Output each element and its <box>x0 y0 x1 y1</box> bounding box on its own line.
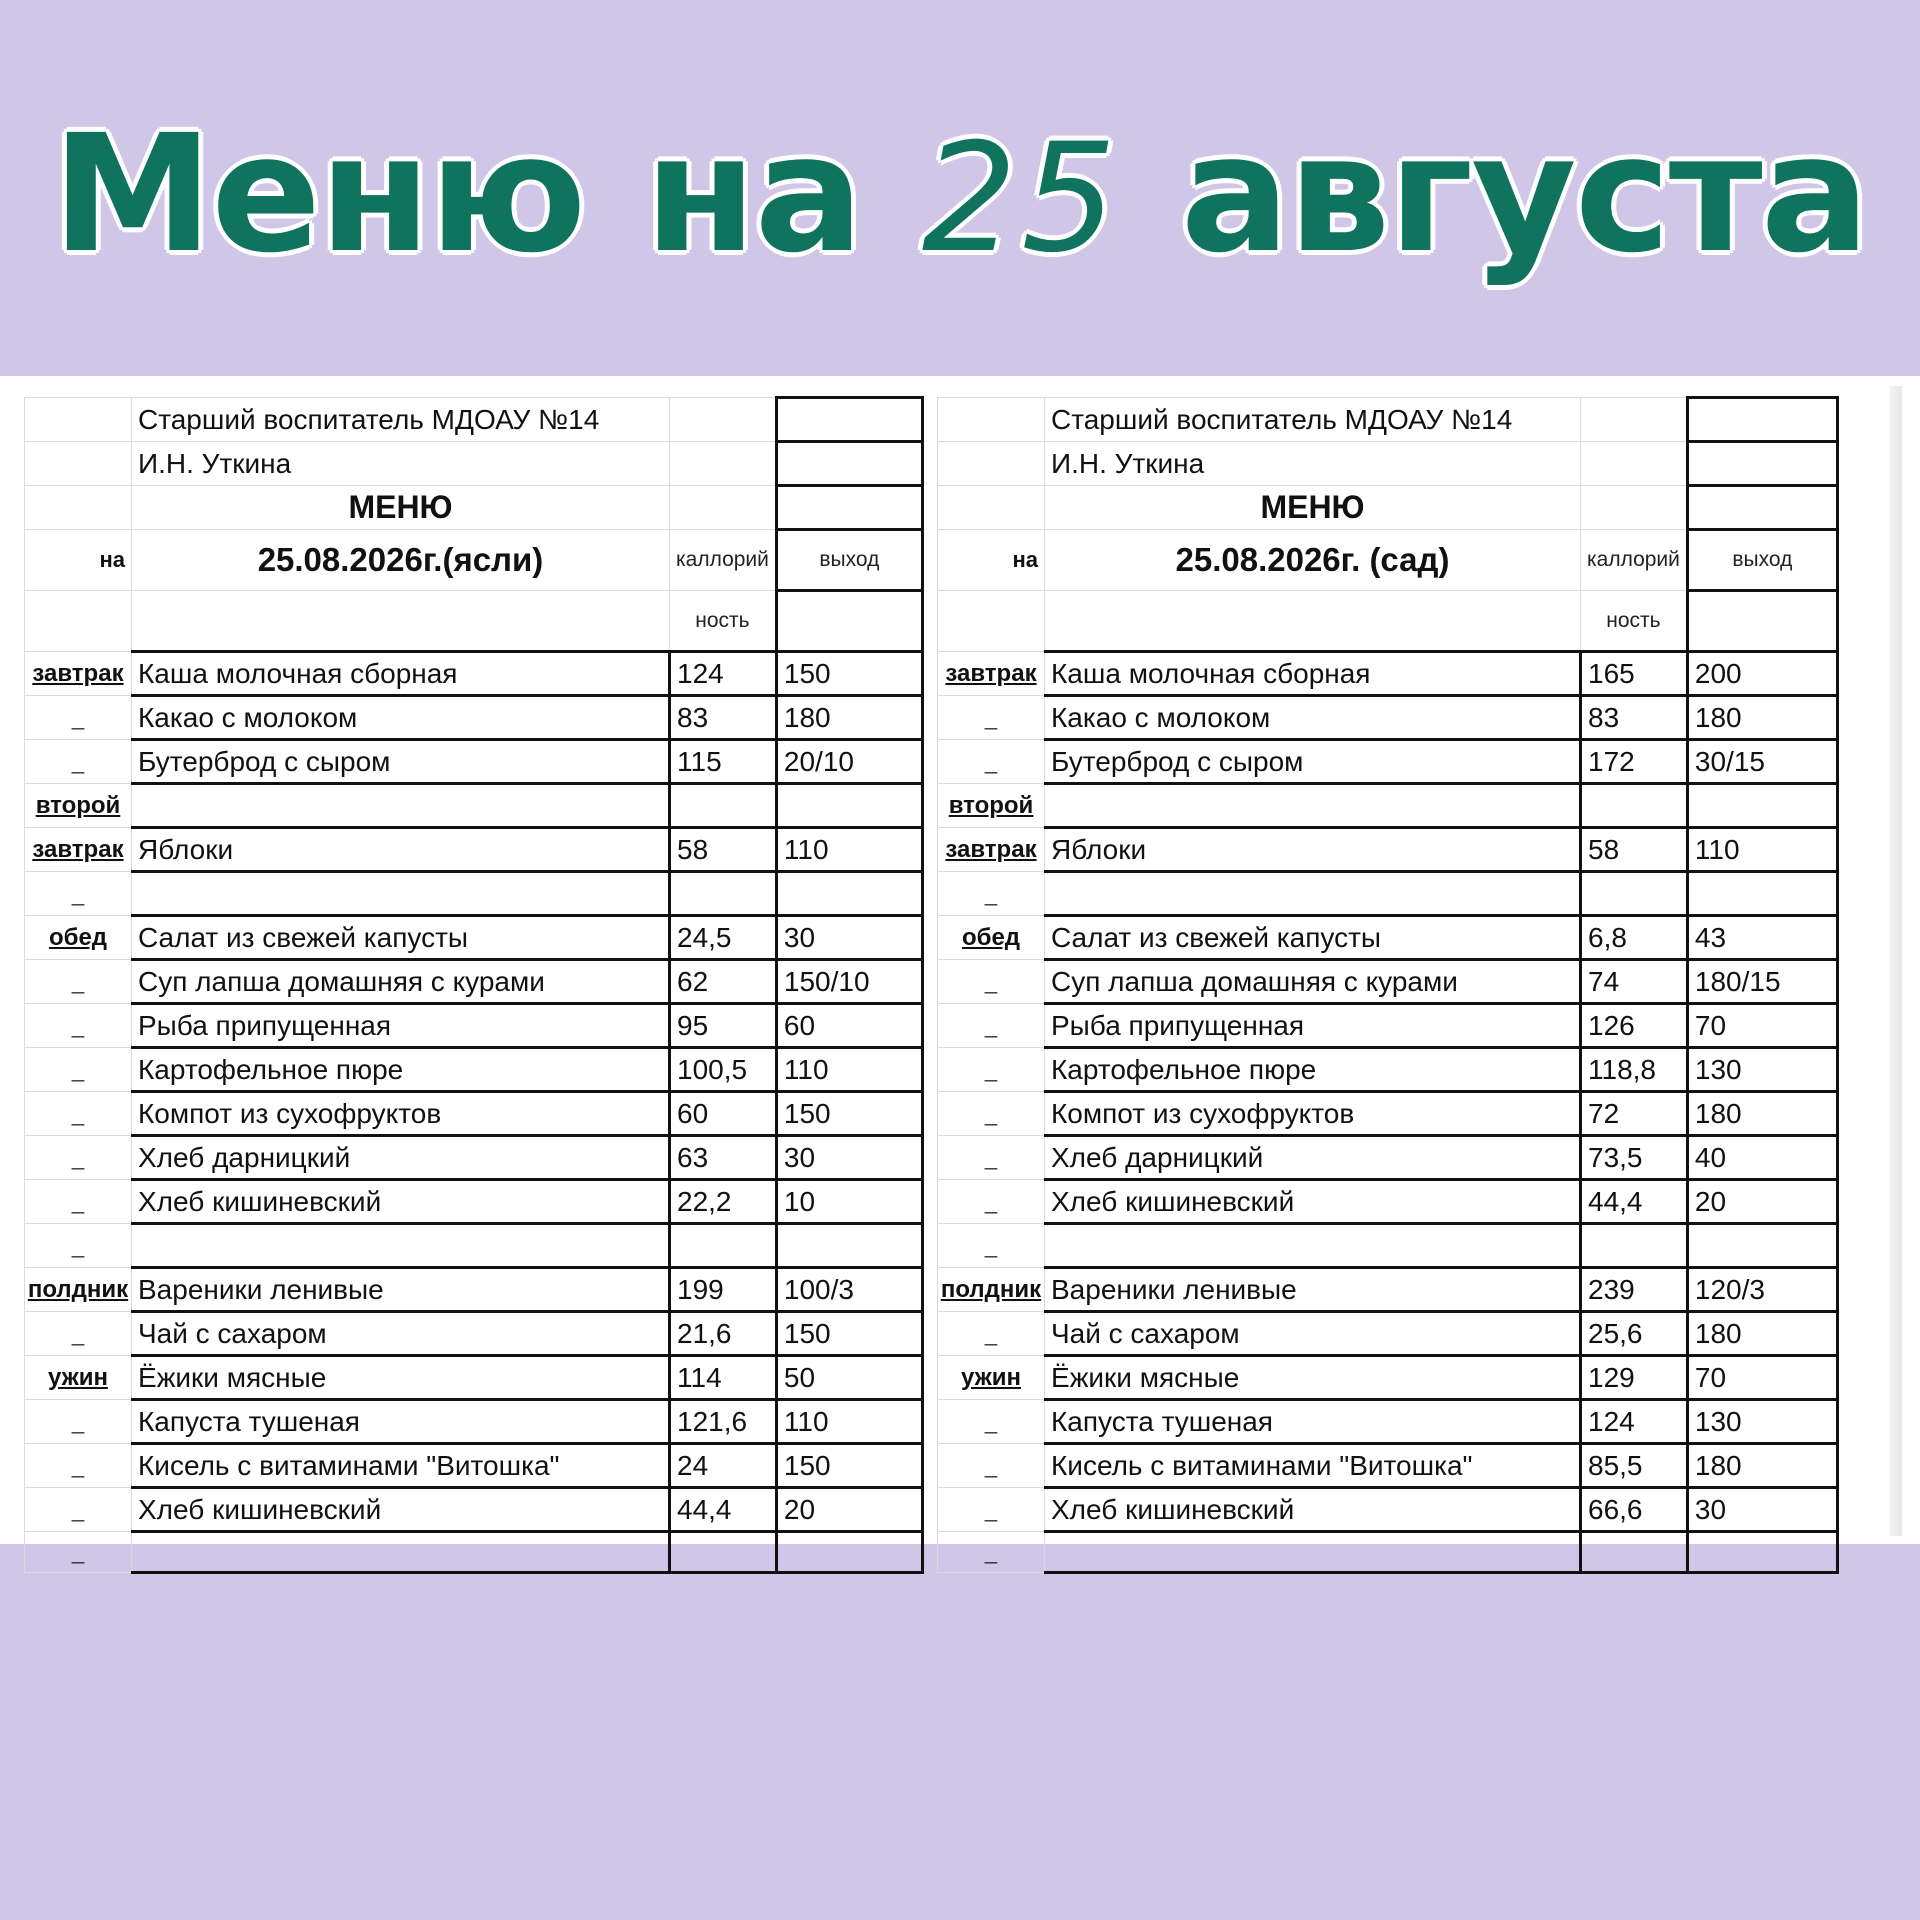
yield-value: 20 <box>1687 1180 1837 1224</box>
yield-value: 150 <box>776 652 922 696</box>
dish-name <box>132 1532 670 1573</box>
calories-value: 74 <box>1581 960 1688 1004</box>
calories-value: 114 <box>670 1356 777 1400</box>
yield-value: 180 <box>1687 1312 1837 1356</box>
dish-name: Картофельное пюре <box>132 1048 670 1092</box>
dish-name: Хлеб кишиневский <box>1045 1488 1581 1532</box>
yield-value <box>1687 784 1837 828</box>
yield-value: 150 <box>776 1444 922 1488</box>
table-row <box>938 1444 1838 1488</box>
banner-word-menu: Меню <box>52 101 585 289</box>
dish-name: Компот из сухофруктов <box>1045 1092 1581 1136</box>
calories-value: 124 <box>670 652 777 696</box>
table-row <box>938 1268 1838 1312</box>
meal-label: _ <box>25 1136 132 1180</box>
yield-value: 70 <box>1687 1004 1837 1048</box>
yield-value: 30 <box>776 916 922 960</box>
meal-label: _ <box>938 1092 1045 1136</box>
table-row <box>25 960 923 1004</box>
calories-value: 60 <box>670 1092 777 1136</box>
table-row <box>25 1488 923 1532</box>
meal-label: _ <box>25 1004 132 1048</box>
header-blank <box>670 442 777 486</box>
dish-name <box>1045 1532 1581 1573</box>
calories-value: 6,8 <box>1581 916 1688 960</box>
calories-value: 165 <box>1581 652 1688 696</box>
menu-title: МЕНЮ <box>132 486 670 530</box>
yield-value: 150 <box>776 1312 922 1356</box>
table-row <box>938 696 1838 740</box>
table-row <box>25 696 923 740</box>
meal-label: _ <box>938 1180 1045 1224</box>
menu-date: 25.08.2026г.(ясли) <box>132 530 670 591</box>
table-row <box>938 1400 1838 1444</box>
dish-name: Каша молочная сборная <box>1045 652 1581 696</box>
yield-value <box>776 784 922 828</box>
approver-caption: Старший воспитатель МДОАУ №14 <box>132 398 670 442</box>
header-box <box>776 442 922 486</box>
yield-value: 30 <box>1687 1488 1837 1532</box>
meal-label: _ <box>25 1224 132 1268</box>
yield-value: 150 <box>776 1092 922 1136</box>
column-header-calories-cont: ность <box>670 591 777 652</box>
yield-value <box>776 872 922 916</box>
dish-name: Каша молочная сборная <box>132 652 670 696</box>
dish-name: Бутерброд с сыром <box>1045 740 1581 784</box>
meal-label: второй <box>938 784 1045 828</box>
header-blank <box>25 486 132 530</box>
header-box <box>1687 486 1837 530</box>
table-row <box>938 1532 1838 1573</box>
menu-sheet <box>0 376 1920 1564</box>
yield-value <box>1687 1224 1837 1268</box>
meal-label: завтрак <box>25 828 132 872</box>
dish-name <box>132 1224 670 1268</box>
kindergarten-menu-table <box>937 396 1839 1574</box>
yield-value: 30 <box>776 1136 922 1180</box>
calories-value: 118,8 <box>1581 1048 1688 1092</box>
dish-name: Чай с сахаром <box>1045 1312 1581 1356</box>
calories-value: 85,5 <box>1581 1444 1688 1488</box>
meal-label: ужин <box>938 1356 1045 1400</box>
table-row <box>25 1356 923 1400</box>
yield-value: 180 <box>1687 696 1837 740</box>
sheet-edge <box>1890 386 1902 1536</box>
calories-value: 62 <box>670 960 777 1004</box>
meal-label: _ <box>938 1224 1045 1268</box>
dish-name: Бутерброд с сыром <box>132 740 670 784</box>
yield-value: 50 <box>776 1356 922 1400</box>
yield-value: 110 <box>776 828 922 872</box>
calories-value <box>1581 1224 1688 1268</box>
table-row <box>938 916 1838 960</box>
yield-value: 180/15 <box>1687 960 1837 1004</box>
meal-label: _ <box>938 1532 1045 1573</box>
dish-name: Хлеб кишиневский <box>132 1180 670 1224</box>
header-blank <box>1581 486 1688 530</box>
meal-label: завтрак <box>938 828 1045 872</box>
yield-value: 180 <box>776 696 922 740</box>
table-row <box>25 828 923 872</box>
header-blank <box>1045 591 1581 652</box>
yield-value <box>776 1224 922 1268</box>
yield-value: 180 <box>1687 1092 1837 1136</box>
yield-value: 30/15 <box>1687 740 1837 784</box>
meal-label: _ <box>25 1444 132 1488</box>
header-box <box>1687 398 1837 442</box>
yield-value: 130 <box>1687 1048 1837 1092</box>
dish-name: Суп лапша домашняя с курами <box>132 960 670 1004</box>
table-row <box>25 1400 923 1444</box>
meal-label: _ <box>938 1048 1045 1092</box>
dish-name: Салат из свежей капусты <box>1045 916 1581 960</box>
yield-value: 40 <box>1687 1136 1837 1180</box>
dish-name: Яблоки <box>1045 828 1581 872</box>
header-blank <box>938 442 1045 486</box>
meal-label: _ <box>938 872 1045 916</box>
meal-label: _ <box>25 740 132 784</box>
table-row <box>938 960 1838 1004</box>
dish-name: Капуста тушеная <box>1045 1400 1581 1444</box>
table-row <box>25 784 923 828</box>
calories-value: 72 <box>1581 1092 1688 1136</box>
calories-value: 73,5 <box>1581 1136 1688 1180</box>
meal-label: второй <box>25 784 132 828</box>
header-box <box>1687 442 1837 486</box>
table-row <box>25 1180 923 1224</box>
meal-label: _ <box>25 696 132 740</box>
table-row <box>938 740 1838 784</box>
dish-name <box>132 872 670 916</box>
header-blank <box>938 591 1045 652</box>
meal-label: _ <box>25 1180 132 1224</box>
date-prefix: на <box>25 530 132 591</box>
dish-name: Вареники ленивые <box>132 1268 670 1312</box>
calories-value: 63 <box>670 1136 777 1180</box>
table-row <box>938 1180 1838 1224</box>
dish-name: Хлеб дарницкий <box>132 1136 670 1180</box>
header-blank <box>25 591 132 652</box>
yield-value <box>1687 872 1837 916</box>
meal-label: _ <box>938 1400 1045 1444</box>
dish-name: Хлеб кишиневский <box>132 1488 670 1532</box>
meal-label: _ <box>938 1312 1045 1356</box>
dish-name: Салат из свежей капусты <box>132 916 670 960</box>
menu-title: МЕНЮ <box>1045 486 1581 530</box>
calories-value: 44,4 <box>1581 1180 1688 1224</box>
calories-value: 239 <box>1581 1268 1688 1312</box>
calories-value: 124 <box>1581 1400 1688 1444</box>
yield-value: 110 <box>1687 828 1837 872</box>
table-row <box>25 1444 923 1488</box>
table-row <box>25 1268 923 1312</box>
meal-label: завтрак <box>25 652 132 696</box>
yield-value <box>776 1532 922 1573</box>
table-row <box>25 872 923 916</box>
table-row <box>938 828 1838 872</box>
column-header-calories: каллорий <box>1581 530 1688 591</box>
calories-value: 115 <box>670 740 777 784</box>
banner-day: 25 <box>921 112 1121 286</box>
dish-name: Кисель с витаминами "Витошка" <box>1045 1444 1581 1488</box>
yield-value: 110 <box>776 1048 922 1092</box>
column-header-yield: выход <box>1687 530 1837 591</box>
yield-value: 20 <box>776 1488 922 1532</box>
table-row <box>938 1004 1838 1048</box>
calories-value: 24,5 <box>670 916 777 960</box>
dish-name <box>1045 872 1581 916</box>
header-blank <box>938 398 1045 442</box>
table-row <box>25 1004 923 1048</box>
table-row <box>25 1532 923 1573</box>
calories-value <box>670 1224 777 1268</box>
table-row <box>938 1488 1838 1532</box>
meal-label: _ <box>25 1400 132 1444</box>
header-blank <box>1581 442 1688 486</box>
table-row <box>25 1312 923 1356</box>
calories-value: 22,2 <box>670 1180 777 1224</box>
calories-value <box>670 1532 777 1573</box>
yield-value: 10 <box>776 1180 922 1224</box>
yield-value: 70 <box>1687 1356 1837 1400</box>
calories-value <box>1581 784 1688 828</box>
header-box <box>776 591 922 652</box>
dish-name: Картофельное пюре <box>1045 1048 1581 1092</box>
yield-value: 180 <box>1687 1444 1837 1488</box>
calories-value <box>670 784 777 828</box>
calories-value <box>1581 872 1688 916</box>
calories-value: 129 <box>1581 1356 1688 1400</box>
meal-label: _ <box>25 1532 132 1573</box>
calories-value: 58 <box>1581 828 1688 872</box>
table-row <box>938 1136 1838 1180</box>
calories-value: 121,6 <box>670 1400 777 1444</box>
table-row <box>938 1224 1838 1268</box>
dish-name <box>132 784 670 828</box>
dish-name: Кисель с витаминами "Витошка" <box>132 1444 670 1488</box>
table-row <box>938 872 1838 916</box>
meal-label: обед <box>25 916 132 960</box>
calories-value: 83 <box>670 696 777 740</box>
dish-name: Яблоки <box>132 828 670 872</box>
dish-name: Ёжики мясные <box>132 1356 670 1400</box>
header-blank <box>1581 398 1688 442</box>
dish-name: Чай с сахаром <box>132 1312 670 1356</box>
calories-value: 83 <box>1581 696 1688 740</box>
meal-label: _ <box>938 1136 1045 1180</box>
table-row <box>25 1092 923 1136</box>
banner-word-month: августа <box>1180 101 1868 289</box>
header-box <box>1687 591 1837 652</box>
calories-value: 95 <box>670 1004 777 1048</box>
dish-name: Вареники ленивые <box>1045 1268 1581 1312</box>
calories-value: 21,6 <box>670 1312 777 1356</box>
calories-value: 58 <box>670 828 777 872</box>
dish-name: Капуста тушеная <box>132 1400 670 1444</box>
banner-title <box>0 95 1920 299</box>
dish-name <box>1045 1224 1581 1268</box>
table-row <box>25 652 923 696</box>
calories-value: 172 <box>1581 740 1688 784</box>
meal-label: _ <box>938 1488 1045 1532</box>
column-header-calories: каллорий <box>670 530 777 591</box>
calories-value: 25,6 <box>1581 1312 1688 1356</box>
meal-label: _ <box>25 1312 132 1356</box>
header-blank <box>132 591 670 652</box>
meal-label: _ <box>25 872 132 916</box>
meal-label: полдник <box>25 1268 132 1312</box>
meal-label: _ <box>938 960 1045 1004</box>
table-row <box>938 1048 1838 1092</box>
header-blank <box>938 486 1045 530</box>
meal-label: _ <box>938 740 1045 784</box>
banner-word-na: на <box>644 101 862 289</box>
meal-label: ужин <box>25 1356 132 1400</box>
calories-value: 199 <box>670 1268 777 1312</box>
approver-caption: Старший воспитатель МДОАУ №14 <box>1045 398 1581 442</box>
menu-date: 25.08.2026г. (сад) <box>1045 530 1581 591</box>
meal-label: _ <box>25 1488 132 1532</box>
meal-label: _ <box>938 696 1045 740</box>
column-header-calories-cont: ность <box>1581 591 1688 652</box>
header-blank <box>670 486 777 530</box>
yield-value: 200 <box>1687 652 1837 696</box>
dish-name: Рыба припущенная <box>1045 1004 1581 1048</box>
table-row <box>938 1312 1838 1356</box>
yield-value: 100/3 <box>776 1268 922 1312</box>
yield-value: 150/10 <box>776 960 922 1004</box>
dish-name <box>1045 784 1581 828</box>
meal-label: _ <box>938 1004 1045 1048</box>
header-box <box>776 486 922 530</box>
calories-value <box>670 872 777 916</box>
header-blank <box>25 398 132 442</box>
yield-value: 120/3 <box>1687 1268 1837 1312</box>
calories-value: 126 <box>1581 1004 1688 1048</box>
calories-value: 100,5 <box>670 1048 777 1092</box>
calories-value <box>1581 1532 1688 1573</box>
table-row <box>25 1136 923 1180</box>
header-box <box>776 398 922 442</box>
dish-name: Суп лапша домашняя с курами <box>1045 960 1581 1004</box>
title-banner <box>0 0 1920 376</box>
nursery-menu-table <box>24 396 924 1574</box>
yield-value <box>1687 1532 1837 1573</box>
dish-name: Какао с молоком <box>1045 696 1581 740</box>
yield-value: 20/10 <box>776 740 922 784</box>
meal-label: _ <box>25 960 132 1004</box>
table-row <box>938 1092 1838 1136</box>
approver-name: И.Н. Уткина <box>1045 442 1581 486</box>
header-blank <box>25 442 132 486</box>
table-row <box>938 784 1838 828</box>
dish-name: Хлеб дарницкий <box>1045 1136 1581 1180</box>
date-prefix: на <box>938 530 1045 591</box>
dish-name: Рыба припущенная <box>132 1004 670 1048</box>
yield-value: 130 <box>1687 1400 1837 1444</box>
table-row <box>25 916 923 960</box>
yield-value: 60 <box>776 1004 922 1048</box>
dish-name: Ёжики мясные <box>1045 1356 1581 1400</box>
calories-value: 24 <box>670 1444 777 1488</box>
meal-label: завтрак <box>938 652 1045 696</box>
dish-name: Компот из сухофруктов <box>132 1092 670 1136</box>
meal-label: _ <box>938 1444 1045 1488</box>
meal-label: _ <box>25 1092 132 1136</box>
meal-label: _ <box>25 1048 132 1092</box>
yield-value: 43 <box>1687 916 1837 960</box>
calories-value: 44,4 <box>670 1488 777 1532</box>
column-header-yield: выход <box>776 530 922 591</box>
dish-name: Какао с молоком <box>132 696 670 740</box>
header-blank <box>670 398 777 442</box>
calories-value: 66,6 <box>1581 1488 1688 1532</box>
table-row <box>25 1224 923 1268</box>
table-row <box>25 740 923 784</box>
yield-value: 110 <box>776 1400 922 1444</box>
table-row <box>938 652 1838 696</box>
meal-label: полдник <box>938 1268 1045 1312</box>
table-row <box>938 1356 1838 1400</box>
meal-label: обед <box>938 916 1045 960</box>
dish-name: Хлеб кишиневский <box>1045 1180 1581 1224</box>
approver-name: И.Н. Уткина <box>132 442 670 486</box>
table-row <box>25 1048 923 1092</box>
